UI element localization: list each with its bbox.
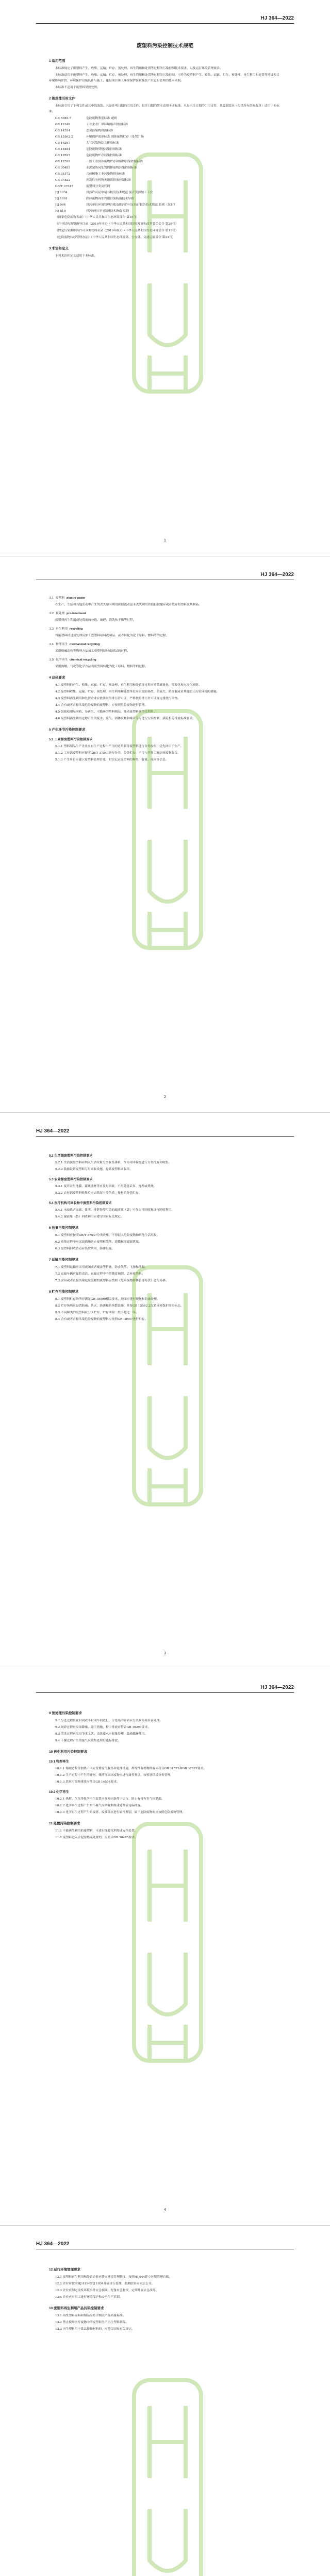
document-page-1	[0, 0, 330, 556]
paragraph: 4.1 废塑料的产生、收集、运输、贮存、预处理、再生利用和处置等过程应遵循减量化、资源化和无害化原则。	[55, 684, 202, 687]
paragraph: 5.3.2 农业源废塑料收集后应去除泥土等杂质，按材质分类贮存。	[55, 1192, 142, 1195]
subsection-heading: 5.3 农业源废塑料污染控制要求	[49, 1178, 93, 1181]
section-heading: 4 总体要求	[49, 676, 65, 680]
paragraph: 4.3 废塑料再生利用和处置企业应依法取得排污许可证，严格按照排污许可证规定排放污染物。	[55, 697, 180, 700]
document-page-4	[0, 1669, 330, 2226]
paragraph: 本标准引用了下列文件或其中的条款。凡是注明日期的引用文件，仅注日期的版本适用于本标准。凡是未注日期的引用文件，其最新版本（包括所有的修改单）适用于本标准。	[49, 105, 279, 113]
paragraph: 5.2.1 生活源废塑料应纳入生活垃圾分类收集体系，作为可回收物进行分类投放和收集。	[55, 1161, 172, 1164]
term-entry: 3.5 化学再生 chemical recycling	[49, 658, 96, 662]
reference-item: GB 15562.2 环境保护图形标志 固体废物贮存（处置）场	[55, 135, 144, 139]
paragraph: 6.1 废塑料应按照GB/T 37547分类收集，不得混入危险废物和其他生活垃圾。	[55, 1234, 160, 1237]
paragraph: 9.4 干燥过程产生的废气应收集处理后达标排放。	[55, 1739, 121, 1742]
regulation-ref: 《产业结构调整指导目录（2019年本）》（中华人民共和国国家发展和改革委员会令 第29号）	[55, 223, 178, 226]
paragraph: 8.3 不同种类的废塑料应分区贮存，贮存期限一般不超过一年。	[55, 1311, 139, 1314]
section-heading: 1 适用范围	[49, 59, 65, 63]
section-heading: 11 处置污染控制要求	[49, 1822, 80, 1825]
reference-item: GB 16297 大气污染物综合排放标准	[55, 142, 119, 145]
term-definition: 废塑料再生利用或处置前的分选、破碎、清洗和干燥等过程。	[55, 619, 136, 622]
reference-item: HJ 1091 固体废物再生利用污染防治技术导则	[55, 197, 134, 200]
page-content	[49, 592, 281, 764]
page-content	[49, 2262, 281, 2333]
paragraph: 9.2 破碎过程应采取降噪、除尘措施，粉尘排放应符合GB 16297要求。	[55, 1726, 151, 1729]
term-definition: 采用热解、气化等化学方法将废塑料转化为化工原料、燃料等的过程。	[55, 665, 148, 668]
paragraph: 13.1 再生塑料原料和制品应符合相关产品质量标准。	[55, 2314, 126, 2317]
regulation-ref: 《危险废物转移管理办法》（中华人民共和国生态环境部、公安部、交通运输部令 第23号）	[55, 236, 175, 239]
section-heading: 2 规范性引用文件	[49, 97, 75, 100]
paragraph: 本标准适用于废塑料产生、收集、运输、贮存、预处理、再生利用和处置等过程的污染控制，可作为废塑料产生、收集、运输、贮存、预处理、再生利用和处置等建设项目环境影响评价、环境保护设施设计与施工、建设项目竣工环境保护验收及投产后运行管理的技术依据。	[49, 74, 279, 82]
paragraph: 5.2.2 鼓励设置废塑料专用回收设施，提高废塑料回收率。	[55, 1168, 133, 1171]
paragraph: 13.3 再生塑料用于食品接触材料的，应符合国家有关规定。	[55, 2328, 135, 2331]
page-content	[49, 36, 281, 260]
reference-item: GB 14554 恶臭污染物排放标准	[55, 129, 113, 132]
reference-item: HJ 1034 排污许可证申请与核发技术规范 废弃资源加工工业	[55, 191, 153, 194]
page-number: 2	[164, 1095, 166, 1099]
paragraph: 下列术语和定义适用于本标准。	[55, 255, 97, 258]
paragraph: 4.5 鼓励使用易回收、易再生、可循环的塑料制品，推动废塑料高值化利用。	[55, 710, 157, 714]
subsection-heading: 5.2 生活源废塑料污染控制要求	[49, 1154, 93, 1158]
paragraph: 4.6 废塑料再生利用过程产生的废水、废气、固体废物和噪声等应进行污染控制，满足相关排放标准要求。	[55, 717, 195, 720]
paragraph: 4.4 含有或者直接沾染危险废物的废塑料，应按照危险废物进行管理。	[55, 704, 148, 707]
reference-item: HJ 819 排污单位自行监测技术指南 总则	[55, 210, 129, 213]
reference-item: GB/T 37547 废塑料分类及代码	[55, 185, 110, 188]
reference-item: GB 18484 危险废物焚烧污染控制标准	[55, 148, 122, 151]
subsection-heading: 10.2 化学再生	[49, 1790, 69, 1794]
section-heading: 13 废塑料再生利用产品污染控制要求	[49, 2307, 104, 2310]
reference-item: HJ 944 排污单位环境管理台账及排污许可证执行报告技术规范 总则（试行）	[55, 204, 177, 207]
page-content	[49, 1149, 281, 1324]
term-definition: 在生产、生活和其他活动中产生的丧失原有利用价值或者虽未丧失利用价值但被抛弃或者放弃的塑料及其制品。	[55, 603, 202, 606]
paragraph: 10.1.2 生产过程中产生的滤网、残渣等固体废物应进行属性鉴别，按鉴别结果分类管理。	[55, 1774, 173, 1777]
reference-item: GB 18597 危险废物贮存污染控制标准	[55, 154, 122, 157]
paragraph: 7.3 含有或者直接沾染危险废物的废塑料应按照《危险废物转移管理办法》进行转移。	[55, 1279, 169, 1282]
section-heading: 10 再生利用污染控制要求	[49, 1750, 88, 1754]
term-entry: 3.1 废塑料 plastic waste	[49, 597, 86, 600]
paragraph: 5.4.2 输液瓶（袋）回收利用应遵守国家有关规定。	[55, 1215, 124, 1218]
paragraph: 13.2 禁止使用医疗废物中的废塑料生产再生塑料制品。	[55, 2321, 129, 2324]
regulation-ref: 《固定污染源排污许可分类管理名录（2019年版）》（中华人民共和国生态环境部令 第11号）	[55, 229, 178, 232]
term-definition: 采用熔融造粒等物理方法加工成塑料原料或制品的过程。	[55, 650, 130, 653]
paragraph: 11.1 不能再生利用的废塑料，可进行能源化利用或安全处置。	[55, 1829, 138, 1833]
paragraph: 6.3 废塑料回收站点应设置防雨、防渗设施。	[55, 1247, 115, 1250]
paragraph: 12.3 企业应制定突发环境事件应急预案，配备应急物资，定期开展应急演练。	[55, 2289, 159, 2292]
term-entry: 3.2 预处理 pre-treatment	[49, 612, 86, 615]
section-heading: 3 术语和定义	[49, 247, 69, 250]
page-number: 1	[164, 539, 166, 543]
paragraph: 6.2 收集过程中应采取措施防止废塑料散落、遗撒和渗滤液泄漏。	[55, 1241, 142, 1244]
header-rule	[36, 23, 294, 24]
page-number: 3	[164, 1652, 166, 1655]
document-title: 废塑料污染控制技术规范	[137, 43, 193, 49]
reference-item: GB 30485 水泥窑协同处置固体废物污染控制标准	[55, 166, 137, 170]
page-content	[49, 1705, 281, 1842]
section-heading: 6 收集污染控制要求	[49, 1226, 79, 1230]
paragraph: 10.1.1 熔融造粒等加热工序应设置废气收集和处理设施，挥发性有机物排放应符合GB 31572和GB 37822要求。	[55, 1767, 207, 1770]
standard-code: HJ 364—2022	[36, 2241, 70, 2247]
reference-item: GB 18599 一般工业固体废物贮存和填埋污染控制标准	[55, 160, 143, 163]
paragraph: 本标准不适用于废塑料焚烧处置。	[55, 86, 100, 89]
subsection-heading: 10.1 物理再生	[49, 1760, 69, 1764]
paragraph: 10.2.3 化学再生过程产生的废渣、废油等应进行属性鉴别，属于危险废物的应按照危险废物管理。	[55, 1811, 186, 1814]
standard-code: HJ 364—2022	[260, 572, 294, 578]
watermark-stamp-icon	[129, 1819, 206, 2066]
reference-item: GB 5085.7 危险废物鉴别标准 通则	[55, 117, 117, 120]
page-number: 4	[164, 2208, 166, 2212]
paragraph: 8.4 含有或者直接沾染危险废物的废塑料应按照GB 18597进行贮存。	[55, 1318, 148, 1321]
paragraph: 5.1.3 产生单位应建立废塑料管理台账，如实记录废塑料的种类、数量、流向等信息。	[55, 758, 169, 761]
subsection-heading: 5.1 工业源废塑料污染控制要求	[49, 738, 93, 741]
document-page-5	[0, 2226, 330, 2576]
term-entry: 3.4 物理再生 mechanical recycling	[49, 643, 100, 646]
header-rule	[36, 1692, 294, 1693]
reference-item: GB 12348 工业企业厂界环境噪声排放标准	[55, 123, 128, 126]
standard-code: HJ 364—2022	[260, 1685, 294, 1690]
reference-item: GB 31572 合成树脂工业污染物排放标准	[55, 173, 125, 176]
paragraph: 5.4.1 未被患者血液、体液、排泄物等污染的输液瓶（袋）可作为可回收物进行回收利用。	[55, 1209, 175, 1212]
paragraph: 5.1.2 工业源废塑料应按照GB/T 37547进行分类，分类贮存，不得与其他工业固体废物混合。	[55, 752, 180, 755]
document-page-2	[0, 556, 330, 1113]
paragraph: 7.1 废塑料运输应采用密闭或者覆盖等措施，防止散落、飞扬和泄漏。	[55, 1266, 148, 1269]
watermark-stamp-icon	[129, 2375, 206, 2576]
document-page-3	[0, 1113, 330, 1669]
paragraph: 12.2 企业应按照HJ 819和HJ 1034开展自行监测，监测结果应依法公开。	[55, 2282, 155, 2285]
paragraph: 12.1 废塑料再生利用和处置企业应建立环境管理制度，按照HJ 944建立环境管理台账。	[55, 2276, 172, 2279]
paragraph: 9.1 分选过程应在封闭或半封闭车间进行，分选出的杂质应分类收集并妥善处理。	[55, 1719, 163, 1722]
paragraph: 9.3 清洗过程应采用节水工艺，清洗废水应收集处理，鼓励循环使用。	[55, 1733, 148, 1736]
subsection-heading: 5.4 医疗机构可回收物中废塑料污染控制要求	[49, 1201, 112, 1205]
reference-item: GB 37822 挥发性有机物无组织排放控制标准	[55, 179, 131, 182]
paragraph: 4.2 废塑料收集、运输、贮存、预处理、再生利用和处置单位应采取防扬散、防流失、防渗漏或者其他防止污染环境的措施。	[55, 690, 220, 693]
paragraph: 本标准规定了废塑料产生、收集、运输、贮存、预处理、再生利用和处置等过程的污染控制技术要求，以及运行环境管理要求。	[55, 67, 223, 70]
paragraph: 11.2 废塑料进入水泥窑协同处置的，应符合GB 30485要求。	[55, 1836, 138, 1839]
header-rule	[36, 1136, 294, 1137]
standard-code: HJ 364—2022	[36, 1128, 70, 1134]
paragraph: 10.2.2 化学再生过程产生的不凝气应回收利用或处理后达标排放。	[55, 1804, 144, 1807]
standard-code: HJ 364—2022	[260, 15, 294, 21]
regulation-ref: 《国家危险废物名录》（中华人民共和国生态环境部令 第15号）	[55, 216, 139, 219]
paragraph: 10.1.3 恶臭污染物排放应符合GB 14554要求。	[55, 1781, 120, 1784]
paragraph: 8.1 废塑料贮存场所应满足GB 18599相关要求，地面应进行硬化和防渗处理。	[55, 1298, 160, 1301]
section-heading: 5 产生环节污染控制要求	[49, 728, 86, 732]
section-heading: 8 贮存污染控制要求	[49, 1290, 79, 1294]
section-heading: 7 运输污染控制要求	[49, 1258, 79, 1262]
paragraph: 8.2 贮存场所应设置防雨、防火、防渗和防扬散设施，并按GB 15562.2设置环境保护图形标志。	[55, 1304, 184, 1308]
term-entry: 3.3 再生利用 recycling	[49, 628, 83, 631]
term-definition: 将废塑料经过预处理后加工成塑料原料或制品，或者转化为化工原料、燃料等的过程。	[55, 634, 169, 637]
section-heading: 12 运行环境管理要求	[49, 2268, 81, 2272]
paragraph: 10.2.1 热解、气化等化学再生装置应在密闭条件下运行，防止有毒有害气体泄漏。	[55, 1798, 164, 1801]
paragraph: 5.1.1 塑料制品生产企业应对生产过程中产生的边角料等废塑料进行分类收集，优先回用于生产。	[55, 745, 184, 748]
section-heading: 9 预处理污染控制要求	[49, 1711, 82, 1715]
paragraph: 7.2 运输车辆应保持清洁，运输过程中不得随意倾倒、丢弃废塑料。	[55, 1273, 145, 1276]
paragraph: 5.3.1 废弃农用地膜、灌溉器材等应及时回收，不得随意丢弃、掩埋或焚烧。	[55, 1185, 157, 1188]
paragraph: 12.4 企业应对员工进行环境保护和安全生产培训。	[55, 2296, 123, 2299]
